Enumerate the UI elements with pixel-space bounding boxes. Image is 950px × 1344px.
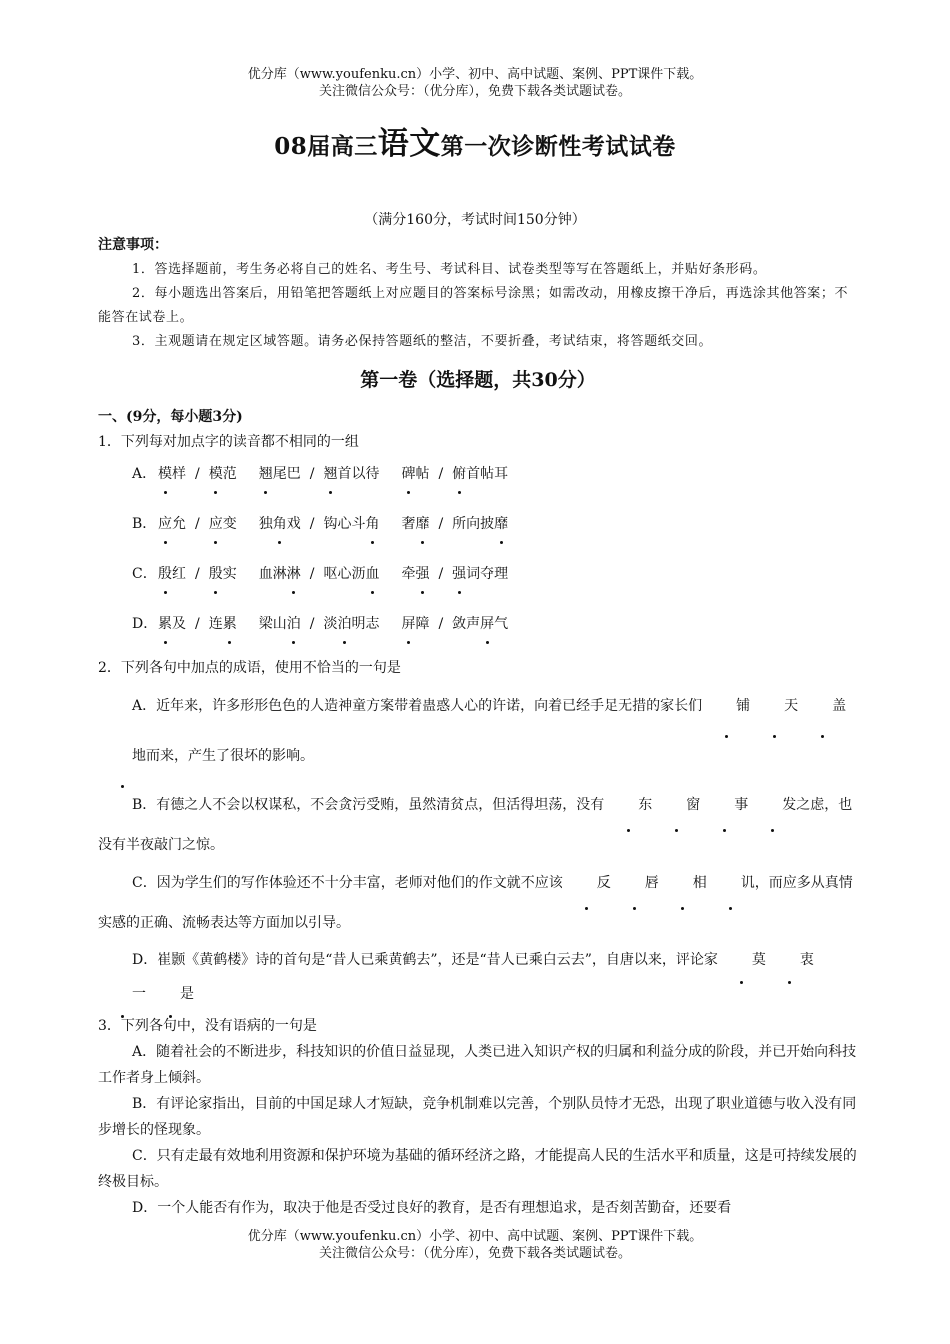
q2d-text: D．崔颢《黄鹤楼》诗的首句是“昔人已乘黄鹤去”，还是“昔人已乘白云去”，自唐以来，评论家 xyxy=(132,952,718,968)
question-1-option-row xyxy=(98,511,858,561)
question-1-options xyxy=(98,461,858,661)
exam-subtitle: （满分160分，考试时间150分钟） xyxy=(364,212,586,228)
pair-separator: / xyxy=(195,616,200,632)
char: 声 xyxy=(466,616,481,632)
word xyxy=(401,611,429,637)
char: 向 xyxy=(466,516,481,532)
char: 奢 xyxy=(401,516,416,532)
word-pair xyxy=(401,561,508,587)
question-1-option-row xyxy=(98,561,858,611)
word xyxy=(323,561,379,587)
page-header xyxy=(0,66,950,100)
emphasized-char: 莫 xyxy=(718,943,766,977)
emphasized-char: 是 xyxy=(146,977,194,1011)
question-2-option-b xyxy=(98,785,858,865)
pair-separator: / xyxy=(438,566,444,582)
char: 志 xyxy=(365,616,380,632)
char: 待 xyxy=(365,466,380,482)
pair-separator: / xyxy=(309,466,315,482)
q2c-dotted xyxy=(563,875,755,891)
question-1-option-row xyxy=(98,461,858,511)
question-3-option-d: D．一个人能否有作为，取决于他是否受过良好的教育，是否有理想追求，是否刻苦勤奋，还要看 xyxy=(132,1200,732,1216)
char: 梁 xyxy=(258,616,273,632)
char: 夺 xyxy=(480,566,495,582)
emphasized-char: 靡 xyxy=(415,511,429,537)
emphasized-char: 地 xyxy=(98,731,146,781)
word xyxy=(401,461,429,487)
emphasized-char: 应 xyxy=(158,511,172,537)
char: 样 xyxy=(172,466,186,482)
char: 范 xyxy=(222,466,237,482)
word xyxy=(209,611,237,637)
pair-separator: / xyxy=(438,466,444,482)
char: 耳 xyxy=(494,466,509,482)
q2b-dotted xyxy=(604,797,796,813)
char: 气 xyxy=(494,616,509,632)
question-3-option-c: C．只有走最有效地利用资源和保护环境为基础的循环经济之路，才能提高人民的生活水平和质量，这是可持续发展的终极目标。 xyxy=(98,1148,857,1190)
pair-separator: / xyxy=(309,566,315,582)
emphasized-char: 发 xyxy=(748,785,796,825)
emphasized-char: 相 xyxy=(659,863,707,903)
pair-separator: / xyxy=(309,516,315,532)
word xyxy=(452,511,508,537)
char: 首 xyxy=(466,466,481,482)
char: 以 xyxy=(351,466,366,482)
char: 淡 xyxy=(323,616,338,632)
word-pair xyxy=(401,461,508,487)
char: 所 xyxy=(452,516,467,532)
word xyxy=(209,561,237,587)
exam-title xyxy=(0,118,950,163)
question-2-stem: 2．下列各句中加点的成语，使用不恰当的一句是 xyxy=(98,660,401,676)
char: 及 xyxy=(172,616,186,632)
notice-item-3: 3．主观题请在规定区域答题。请务必保持答题纸的整洁，不要折叠，考试结束，将答题纸交回。 xyxy=(132,334,713,349)
notice-item-2: 2．每小题选出答案后，用铅笔把答题纸上对应题目的答案标号涂黑；如需改动，用橡皮擦干净后，再选涂其他答案；不能答在试卷上。 xyxy=(98,286,849,325)
char: 披 xyxy=(480,516,495,532)
question-1-stem: 1．下列每对加点字的读音都不相同的一组 xyxy=(98,434,359,450)
emphasized-char: 屏 xyxy=(480,611,494,637)
question-2-option-d xyxy=(98,943,858,1011)
pair-separator: / xyxy=(309,616,315,632)
word xyxy=(323,461,379,487)
word xyxy=(259,611,301,637)
word-pair xyxy=(158,511,237,537)
header-line-1: 优分库（www.youfenku.cn）小学、初中、高中试题、案例、PPT课件下载。 xyxy=(247,67,703,82)
word-pair xyxy=(158,611,237,637)
word-pair xyxy=(259,461,380,487)
word-pair xyxy=(158,461,237,487)
word xyxy=(259,461,301,487)
char: 连 xyxy=(208,616,223,632)
char: 钩 xyxy=(323,516,338,532)
part-title: 一、(9分，每小题3分) xyxy=(98,409,243,425)
emphasized-char: 强 xyxy=(452,561,466,587)
footer-line-2: 关注微信公众号：（优分库），免费下载各类试题试卷。 xyxy=(318,1246,631,1261)
emphasized-char: 衷 xyxy=(766,943,814,977)
char: 变 xyxy=(222,516,237,532)
word xyxy=(158,611,186,637)
exam-content xyxy=(98,233,858,1221)
question-1-option-row xyxy=(98,611,858,661)
word-pair xyxy=(259,561,380,587)
char: 障 xyxy=(415,616,430,632)
word-pair xyxy=(158,561,237,587)
char: 牵 xyxy=(401,566,416,582)
char: 斗 xyxy=(351,516,366,532)
emphasized-char: 角 xyxy=(365,511,379,537)
emphasized-char: 殷 xyxy=(209,561,223,587)
emphasized-char: 靡 xyxy=(494,511,508,537)
question-2-option-c xyxy=(98,863,858,943)
option-label: D． xyxy=(132,616,158,632)
char: 心 xyxy=(337,566,352,582)
emphasized-char: 模 xyxy=(158,461,172,487)
emphasized-char: 角 xyxy=(273,511,287,537)
char: 帖 xyxy=(415,466,430,482)
emphasized-char: 泊 xyxy=(287,611,301,637)
char: 巴 xyxy=(286,466,301,482)
word xyxy=(158,511,186,537)
question-3-stem: 3．下列各句中，没有语病的一句是 xyxy=(98,1018,317,1034)
emphasized-char: 淋 xyxy=(287,561,301,587)
char: 敛 xyxy=(452,616,467,632)
word xyxy=(209,511,237,537)
emphasized-char: 一 xyxy=(98,977,146,1011)
title-suffix: 第一次诊断性考试试卷 xyxy=(440,133,676,160)
q2c-text: C．因为学生们的写作体验还不十分丰富，老师对他们的作文就不应该 xyxy=(132,875,563,891)
word xyxy=(452,611,508,637)
option-label: B． xyxy=(132,516,157,532)
char: 尾 xyxy=(272,466,287,482)
emphasized-char: 殷 xyxy=(158,561,172,587)
word xyxy=(158,561,186,587)
title-subject: 语文 xyxy=(377,126,441,162)
char: 实 xyxy=(222,566,237,582)
char: 理 xyxy=(494,566,509,582)
word-pair xyxy=(259,611,380,637)
q2b-text: B．有德之人不会以权谋私，不会贪污受贿，虽然清贫点，但活得坦荡，没有 xyxy=(132,797,605,813)
emphasized-char: 屏 xyxy=(401,611,415,637)
emphasized-char: 事 xyxy=(700,785,748,825)
word xyxy=(158,461,186,487)
word xyxy=(209,461,237,487)
char: 明 xyxy=(351,616,366,632)
emphasized-char: 模 xyxy=(209,461,223,487)
word-pair xyxy=(401,511,508,537)
char: 红 xyxy=(172,566,186,582)
char: 呕 xyxy=(323,566,338,582)
emphasized-char: 盖 xyxy=(798,681,846,731)
notice-title: 注意事项： xyxy=(98,237,168,253)
word xyxy=(452,461,508,487)
option-label: C． xyxy=(132,566,157,582)
word xyxy=(259,561,301,587)
question-2-option-a xyxy=(98,681,858,781)
emphasized-char: 强 xyxy=(415,561,429,587)
section-title: 第一卷（选择题，共30分） xyxy=(360,369,596,391)
footer-line-1: 优分库（www.youfenku.cn）小学、初中、高中试题、案例、PPT课件下载。 xyxy=(247,1229,703,1244)
pair-separator: / xyxy=(438,616,444,632)
pair-separator: / xyxy=(438,516,444,532)
char: 戏 xyxy=(286,516,301,532)
emphasized-char: 应 xyxy=(209,511,223,537)
option-label: A． xyxy=(132,466,157,482)
emphasized-char: 累 xyxy=(223,611,237,637)
emphasized-char: 东 xyxy=(604,785,652,825)
word xyxy=(323,611,379,637)
word xyxy=(401,561,429,587)
char: 山 xyxy=(272,616,287,632)
pair-separator: / xyxy=(195,566,200,582)
emphasized-char: 唇 xyxy=(611,863,659,903)
header-line-2: 关注微信公众号：（优分库），免费下载各类试题试卷。 xyxy=(318,84,631,99)
char: 词 xyxy=(466,566,481,582)
title-prefix: 08届高三 xyxy=(274,133,378,160)
emphasized-char: 天 xyxy=(750,681,798,731)
emphasized-char: 翘 xyxy=(259,461,273,487)
q2b-text-end: 之虑，也没有半夜敲门之惊。 xyxy=(98,797,853,853)
q2a-dotted-1 xyxy=(702,698,798,714)
emphasized-char: 铺 xyxy=(702,681,750,731)
word-pair xyxy=(259,511,380,537)
char: 淋 xyxy=(272,566,287,582)
word xyxy=(452,561,508,587)
question-3-option-b: B．有评论家指出，目前的中国足球人才短缺，竞争机制难以完善，个别队员恃才无恐，出现了职业道德与收入没有同步增长的怪现象。 xyxy=(98,1096,857,1138)
pair-separator: / xyxy=(195,466,200,482)
word xyxy=(401,511,429,537)
word xyxy=(323,511,379,537)
page-footer xyxy=(0,1228,950,1262)
emphasized-char: 累 xyxy=(158,611,172,637)
char: 心 xyxy=(337,516,352,532)
char: 允 xyxy=(172,516,186,532)
emphasized-char: 碑 xyxy=(401,461,415,487)
emphasized-char: 泊 xyxy=(337,611,351,637)
emphasized-char: 俯 xyxy=(452,461,466,487)
q2a-text: A．近年来，许多形形色色的人造神童方案带着蛊惑人心的许诺，向着已经手足无措的家长们 xyxy=(132,698,703,714)
q2a-text-end: 而来，产生了很坏的影响。 xyxy=(146,748,314,764)
pair-separator: / xyxy=(195,516,200,532)
char: 帖 xyxy=(480,466,495,482)
notice-item-1: 1．答选择题前，考生务必将自己的姓名、考生号、考试科目、试卷类型等写在答题纸上，并贴好条形码。 xyxy=(132,262,767,277)
word xyxy=(259,511,301,537)
emphasized-char: 窗 xyxy=(652,785,700,825)
char: 首 xyxy=(337,466,352,482)
emphasized-char: 讥 xyxy=(707,863,755,903)
question-3-option-a: A．随着社会的不断进步，科技知识的价值日益显现，人类已进入知识产权的归属和利益分成的阶段，并已开始向科技工作者身上倾斜。 xyxy=(98,1044,857,1086)
emphasized-char: 翘 xyxy=(323,461,337,487)
char: 独 xyxy=(258,516,273,532)
char: 血 xyxy=(258,566,273,582)
emphasized-char: 血 xyxy=(365,561,379,587)
q2c-text-end: ，而应多从真情实感的正确、流畅表达等方面加以引导。 xyxy=(98,875,853,931)
emphasized-char: 反 xyxy=(563,863,611,903)
word-pair xyxy=(401,611,508,637)
char: 沥 xyxy=(351,566,366,582)
